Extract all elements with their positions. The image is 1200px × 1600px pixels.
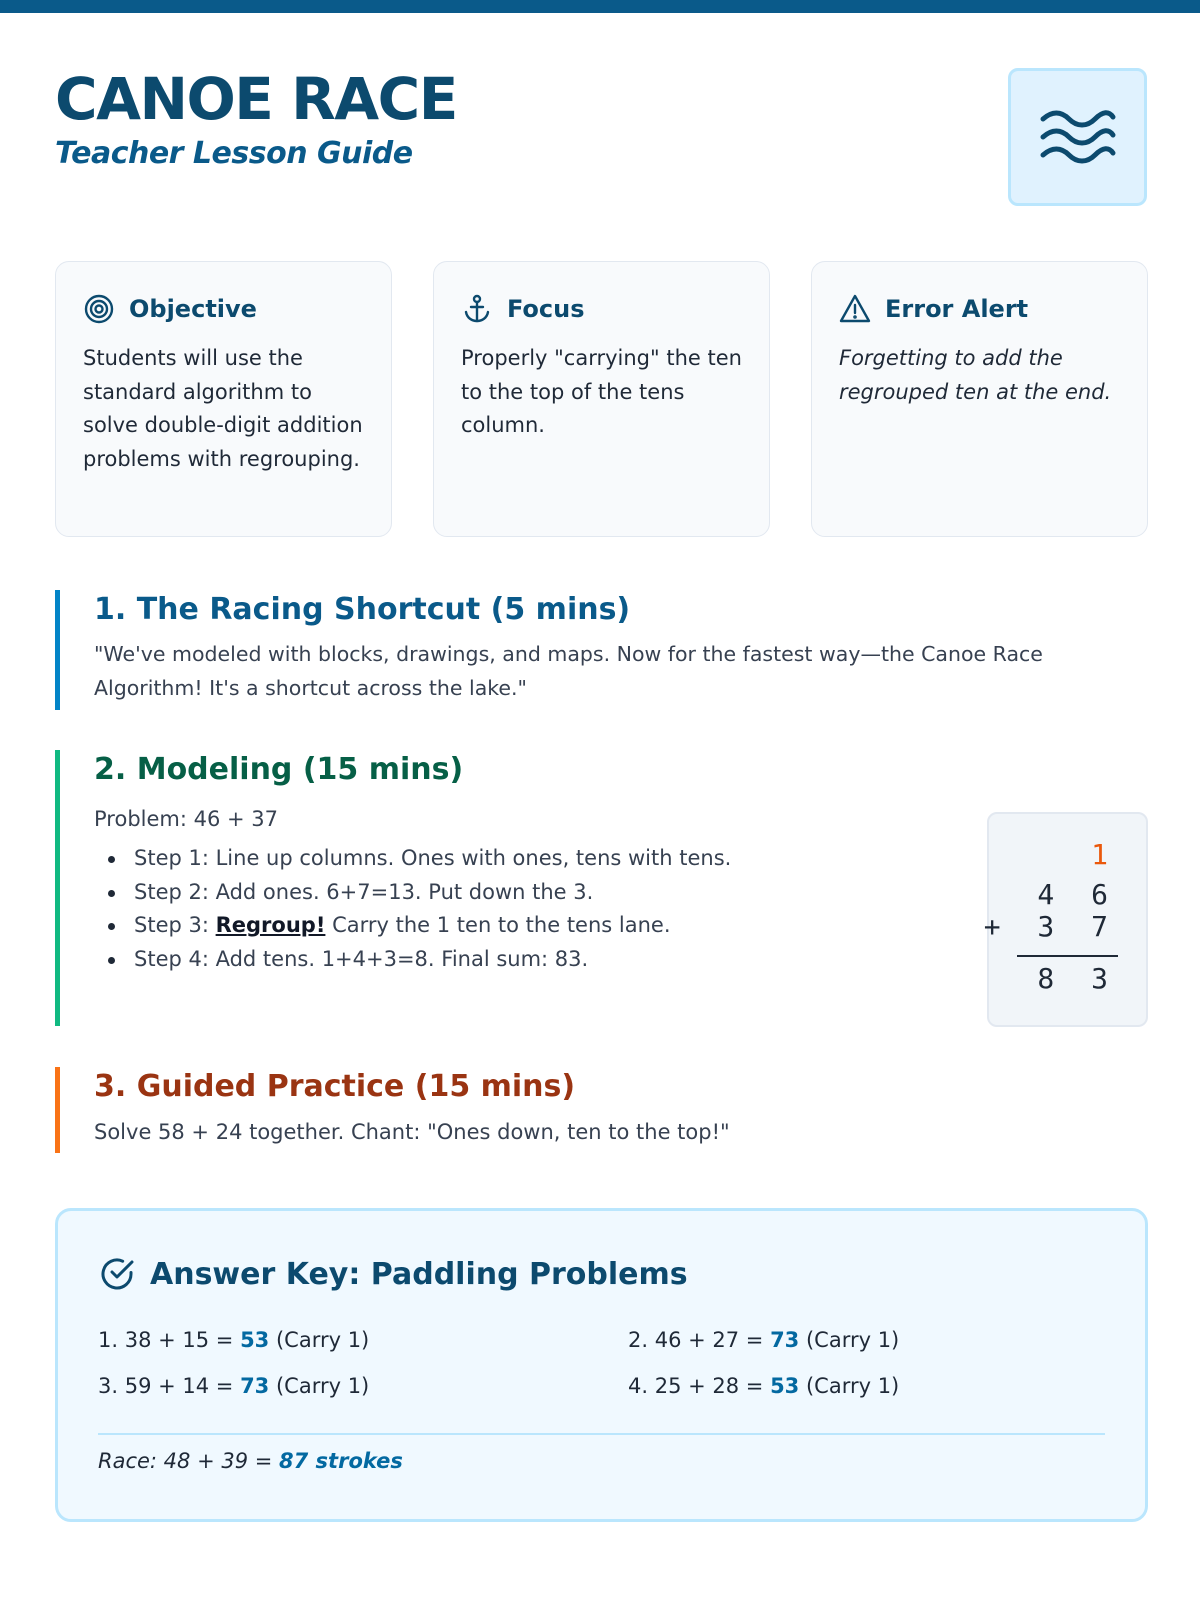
page-subtitle: Teacher Lesson Guide <box>55 136 413 171</box>
answer-key-title: Answer Key: Paddling Problems <box>150 1256 688 1292</box>
logo-badge <box>1008 68 1147 206</box>
section-racing-shortcut <box>55 590 1114 710</box>
section-text: Solve 58 + 24 together. Chant: "Ones down, ten to the top!" <box>94 1120 730 1144</box>
error-alert-text: Forgetting to add the regrouped ten at the end. <box>839 346 1112 404</box>
list-item: Step 4: Add tens. 1+4+3=8. Final sum: 83. <box>94 943 1148 977</box>
focus-text: Properly "carrying" the ten to the top of the tens column. <box>461 346 742 437</box>
target-icon <box>83 293 115 325</box>
lesson-overview-cards <box>55 261 1148 537</box>
answer-item: 3. 59 + 14 = 73 (Carry 1) <box>98 1374 370 1398</box>
sum-line <box>1017 955 1118 957</box>
answer-item: 4. 25 + 28 = 53 (Carry 1) <box>628 1374 900 1398</box>
second-addend: + 3 7 <box>983 910 1118 943</box>
worked-example <box>983 812 1148 1027</box>
objective-text: Students will use the standard algorithm to solve double-digit addition problems with regrouping. <box>83 346 363 471</box>
race-answer: Race: 48 + 39 = 87 strokes <box>98 1449 403 1473</box>
list-item: Step 1: Line up columns. Ones with ones, tens with tens. <box>94 842 1148 876</box>
page-title: CANOE RACE <box>55 65 457 133</box>
anchor-icon <box>461 293 493 325</box>
section-title: 3. Guided Practice (15 mins) <box>94 1069 576 1104</box>
warning-icon <box>839 293 871 325</box>
section-text: "We've modeled with blocks, drawings, and maps. Now for the fastest way—the Canoe Race Algorithm! It's a shortcut across the lake." <box>94 642 1043 700</box>
list-item: Step 2: Add ones. 6+7=13. Put down the 3. <box>94 876 1148 910</box>
answer-item: 1. 38 + 15 = 53 (Carry 1) <box>98 1328 370 1352</box>
carry-digit: 1 <box>1091 838 1118 871</box>
waves-icon <box>1039 107 1117 167</box>
objective-card <box>55 261 392 537</box>
section-title: 2. Modeling (15 mins) <box>94 752 464 787</box>
error-alert-title: Error Alert <box>885 295 1029 323</box>
focus-title: Focus <box>507 295 585 323</box>
answer-item: 2. 46 + 27 = 73 (Carry 1) <box>628 1328 900 1352</box>
section-guided-practice <box>55 1067 730 1153</box>
error-alert-card <box>811 261 1148 537</box>
page-header <box>55 66 457 171</box>
top-accent-bar <box>0 0 1200 13</box>
sum-result: 8 3 <box>1037 962 1118 995</box>
focus-card <box>433 261 770 537</box>
divider <box>98 1433 1105 1435</box>
check-circle-icon <box>98 1255 136 1293</box>
section-modeling <box>55 750 1148 1026</box>
first-addend: 4 6 <box>1037 878 1118 911</box>
section-title: 1. The Racing Shortcut (5 mins) <box>94 592 631 627</box>
list-item: Step 3: Regroup! Carry the 1 ten to the tens lane. <box>94 909 1148 943</box>
problem-statement: Problem: 46 + 37 <box>94 807 278 831</box>
answer-key-panel <box>55 1208 1148 1522</box>
objective-title: Objective <box>129 295 257 323</box>
regroup-emphasis: Regroup! <box>215 913 326 937</box>
